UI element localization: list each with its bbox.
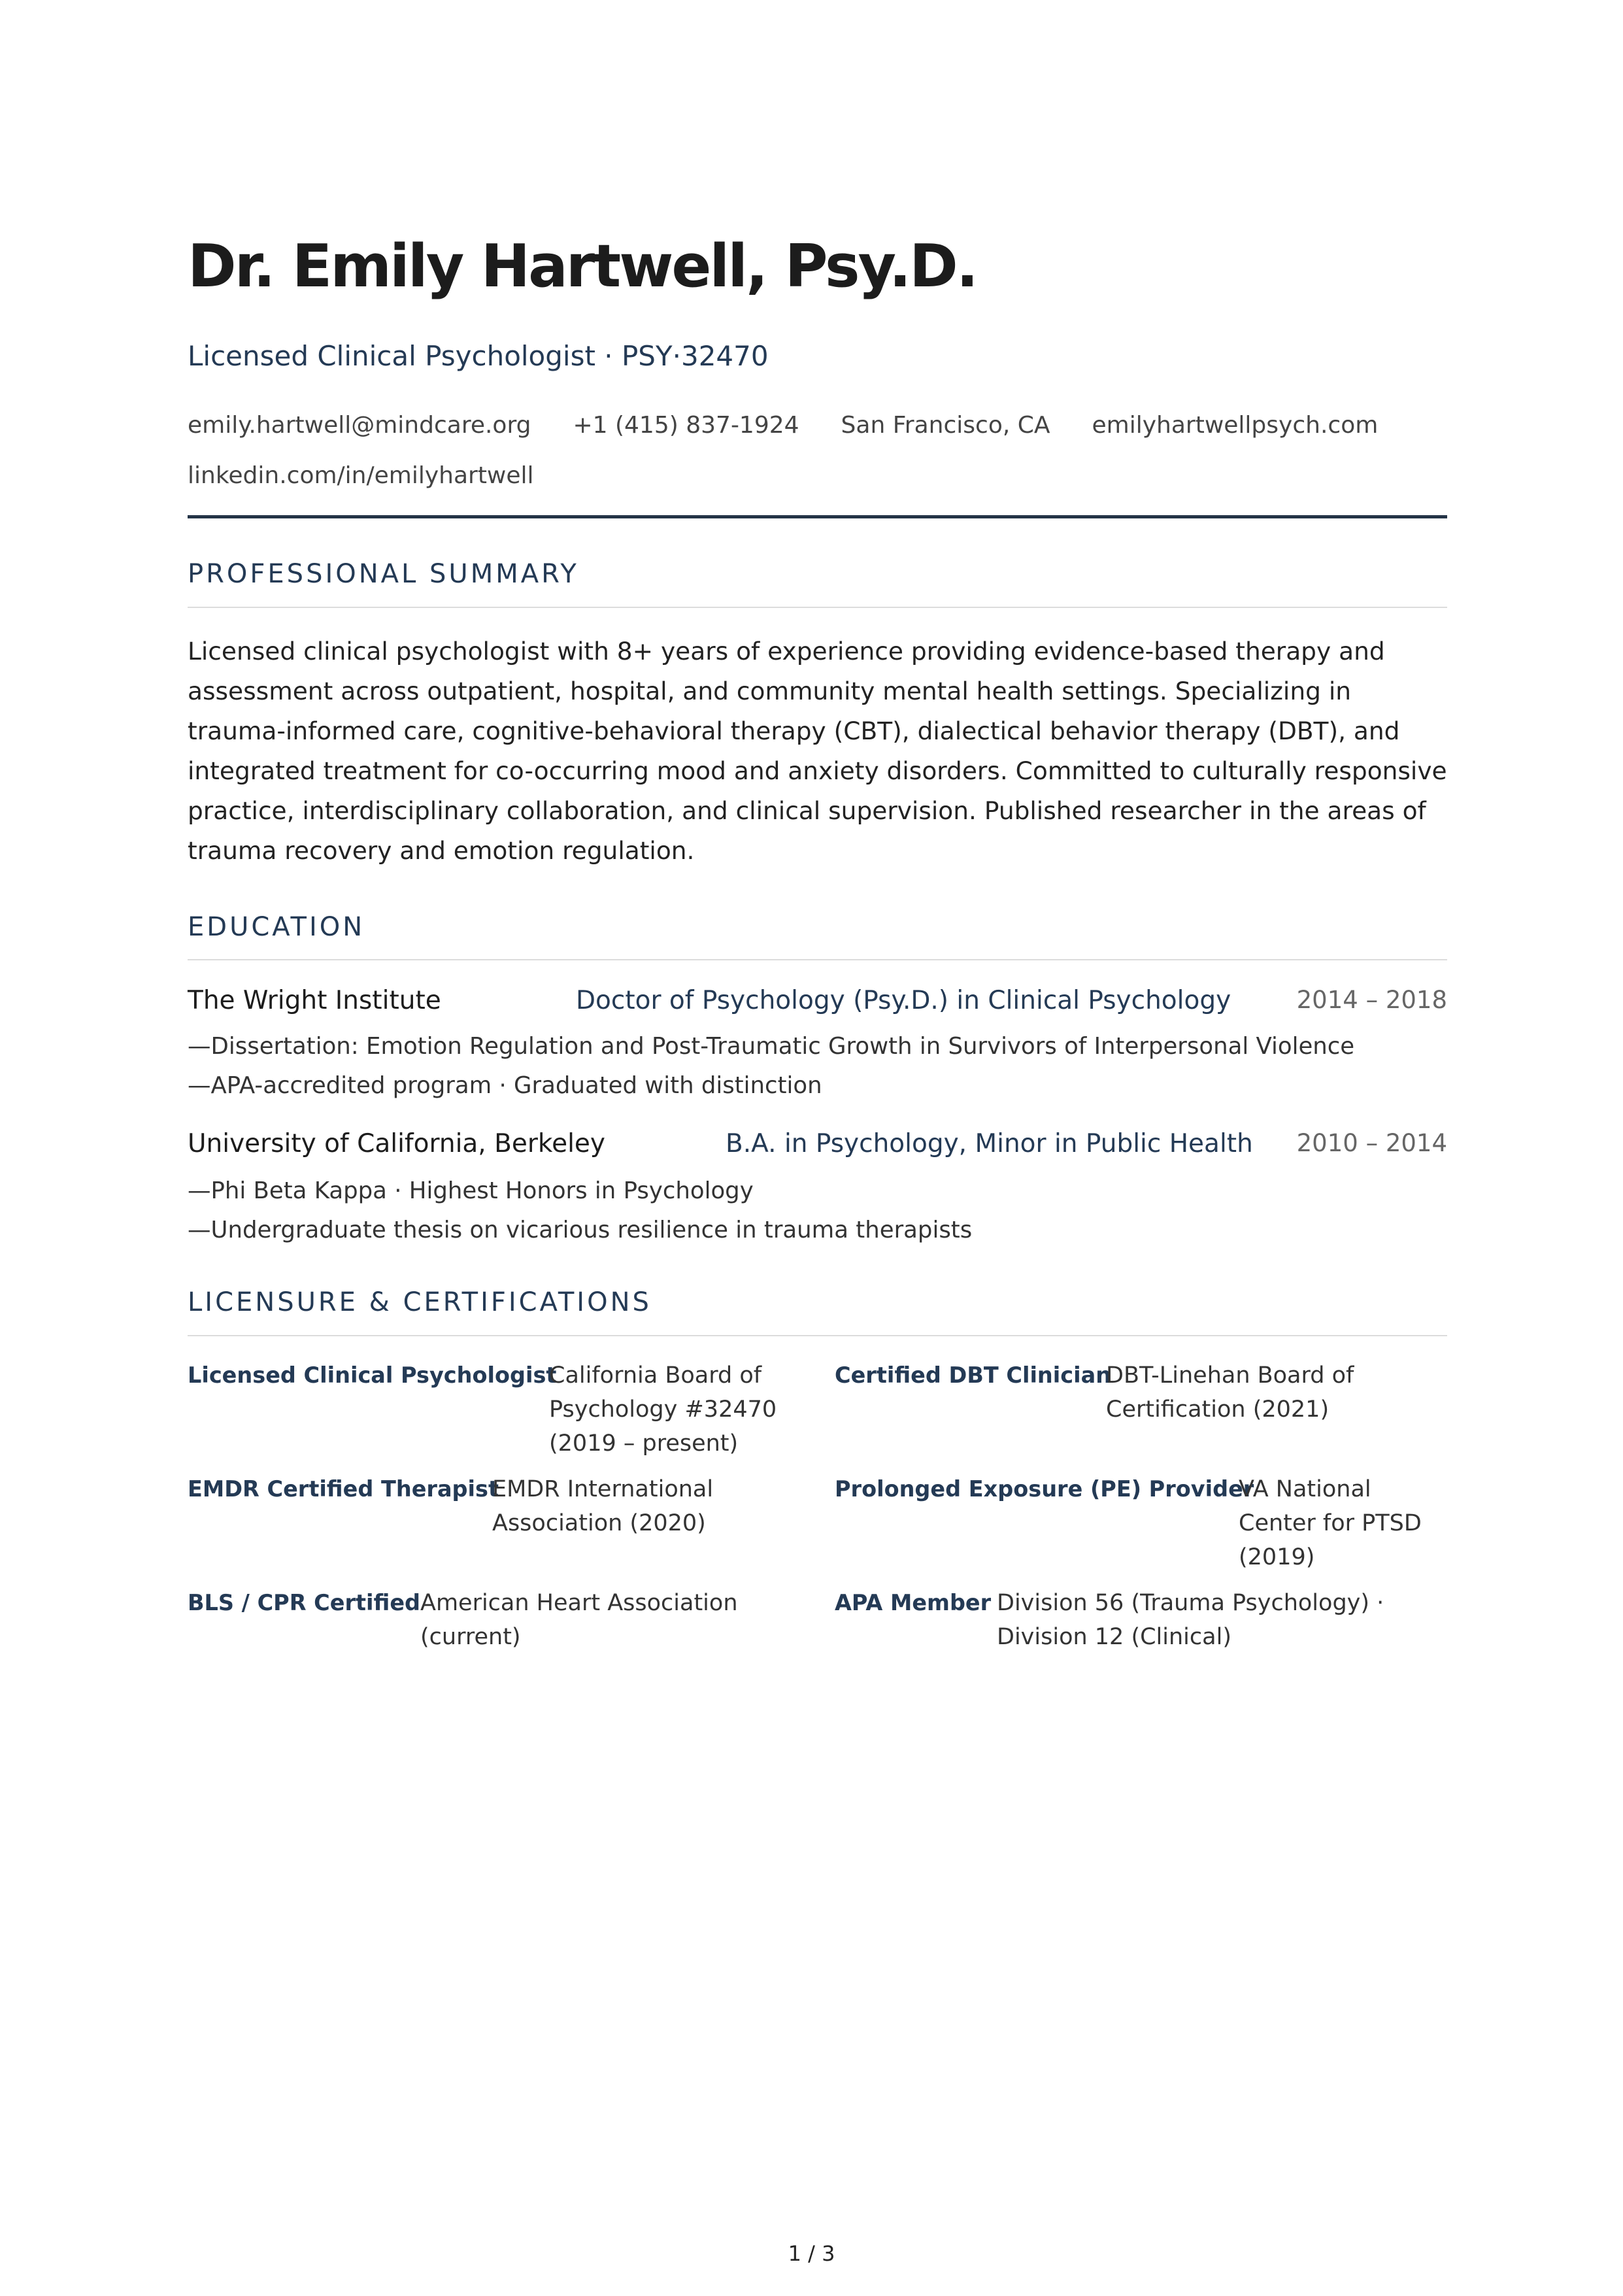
certification-item	[188, 1472, 802, 1544]
contact-linkedin[interactable]: linkedin.com/in/emilyhartwell	[188, 462, 534, 489]
certification-label: Certified DBT Clinician	[835, 1362, 1112, 1388]
certification-label: Licensed Clinical Psychologist	[188, 1362, 557, 1388]
certification-item	[835, 1472, 1447, 1577]
certification-label: APA Member	[835, 1590, 992, 1615]
education-dates: 2014 – 2018	[1296, 986, 1447, 1014]
summary-divider	[188, 607, 1447, 608]
education-entry-header	[188, 986, 1447, 1019]
certification-description: VA National Center for PTSD (2019)	[1239, 1476, 1422, 1570]
resume-page	[188, 0, 1447, 2296]
education-entry-header	[188, 1129, 1447, 1162]
certification-description: California Board of Psychology #32470 (2019 – present)	[549, 1362, 777, 1457]
contact-email[interactable]: emily.hartwell@mindcare.org	[188, 412, 531, 439]
summary-text: Licensed clinical psychologist with 8+ years of experience providing evidence-based therapy and assessment across outpatient, hospital, and community mental health settings. Specializing in trauma-informed care, cognitive-behavioral therapy (CBT), dialectical behavior therapy (DBT), and integrated treatment for co-occurring mood and anxiety disorders. Committed to culturally responsive practice, interdisciplinary collaboration, and clinical supervision. Published researcher in the areas of trauma recovery and emotion regulation.	[188, 637, 1447, 865]
education-bullet: —Dissertation: Emotion Regulation and Post-Traumatic Growth in Survivors of Interpersonal Violence	[188, 1033, 1355, 1060]
licensure-divider	[188, 1335, 1447, 1336]
education-divider	[188, 959, 1447, 960]
certification-description: American Heart Association (current)	[420, 1590, 738, 1650]
certification-item	[835, 1586, 1447, 1658]
licensure-heading: LICENSURE & CERTIFICATIONS	[188, 1287, 652, 1317]
education-dates: 2010 – 2014	[1296, 1129, 1447, 1157]
candidate-title: Licensed Clinical Psychologist · PSY·32470	[188, 340, 769, 372]
contact-info	[188, 400, 1447, 501]
certification-label: BLS / CPR Certified	[188, 1590, 421, 1615]
education-institution: University of California, Berkeley	[188, 1129, 605, 1158]
education-bullet: —APA-accredited program · Graduated with distinction	[188, 1072, 822, 1099]
education-degree: B.A. in Psychology, Minor in Public Health	[726, 1129, 1253, 1158]
contact-phone[interactable]: +1 (415) 837-1924	[573, 412, 799, 439]
education-bullet: —Phi Beta Kappa · Highest Honors in Psychology	[188, 1177, 754, 1204]
certification-description: DBT-Linehan Board of Certification (2021)	[1106, 1362, 1354, 1423]
education-degree: Doctor of Psychology (Psy.D.) in Clinical Psychology	[576, 986, 1231, 1015]
certification-description: EMDR International Association (2020)	[492, 1476, 714, 1536]
certification-label: EMDR Certified Therapist	[188, 1476, 499, 1502]
certification-description: Division 56 (Trauma Psychology) · Division 12 (Clinical)	[997, 1590, 1384, 1650]
education-bullet: —Undergraduate thesis on vicarious resilience in trauma therapists	[188, 1217, 973, 1243]
page-indicator: 1 / 3	[788, 2241, 835, 2266]
summary-heading: PROFESSIONAL SUMMARY	[188, 559, 579, 589]
certification-label: Prolonged Exposure (PE) Provider	[835, 1476, 1254, 1502]
contact-website[interactable]: emilyhartwellpsych.com	[1092, 412, 1379, 439]
education-heading: EDUCATION	[188, 912, 365, 942]
certification-item	[835, 1359, 1447, 1430]
certification-item	[188, 1359, 802, 1463]
contact-location: San Francisco, CA	[841, 412, 1050, 439]
education-institution: The Wright Institute	[188, 986, 441, 1015]
candidate-name: Dr. Emily Hartwell, Psy.D.	[188, 232, 977, 301]
certification-item	[188, 1586, 802, 1658]
header-divider	[188, 515, 1447, 518]
